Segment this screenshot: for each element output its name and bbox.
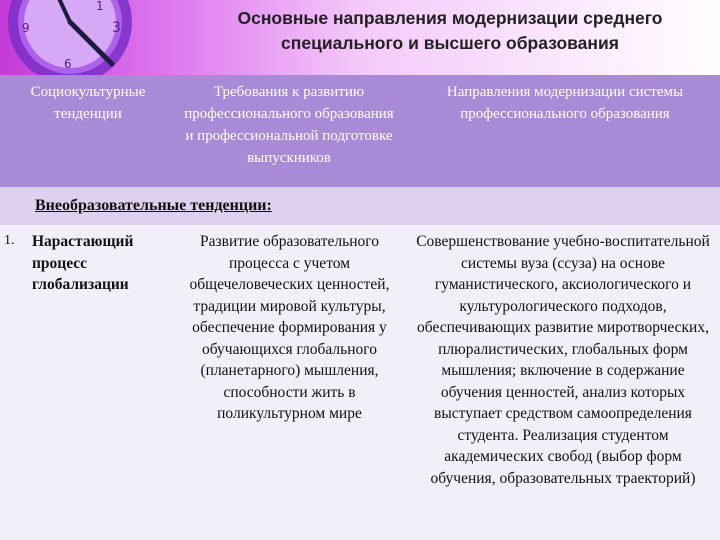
table-row [0, 225, 720, 540]
clock-icon [0, 0, 190, 75]
page-title: Основные направления модернизации среднего специального и высшего образования [237, 8, 663, 53]
section-band [0, 187, 720, 225]
column-header-requirements: Требования к развитию профессионального образования и профессиональной подготовке выпускников [184, 84, 394, 166]
svg-text:3: 3 [112, 20, 121, 36]
svg-text:1: 1 [96, 0, 104, 13]
row-number: 1. [4, 233, 15, 248]
row-trend-cell: Нарастающий процесс глобализации [32, 233, 134, 293]
svg-text:9: 9 [22, 21, 30, 35]
svg-text:6: 6 [64, 57, 72, 71]
table-header [0, 75, 720, 187]
column-header-directions: Направления модернизации системы профессионального образования [446, 84, 684, 122]
slide-header [0, 0, 720, 75]
column-header-trends: Социокультурные тенденции [30, 84, 146, 122]
row-directions-cell: Совершенствование учебно-воспитательной системы вуза (ссуза) на основе гуманистического, аксиологического и культурологического подходов, обеспечивающих развитие миротворческих, плюралистических, глобальных форм мышления; включение в содержание обучения ценностей, анализ которых выступает средством самоопределения студента. Реализация студентом академических свобод (выбор форм обучения, образовательных траекторий) [416, 233, 710, 487]
section-title: Внеобразовательные тенденции: [35, 197, 272, 214]
row-requirements-cell: Развитие образовательного процесса с учетом общечеловеческих ценностей, традиции мировой культуры, обеспечение формирования у обучающихся глобального (планетарного) мышления, способности жить в поликультурном мире [189, 233, 390, 422]
